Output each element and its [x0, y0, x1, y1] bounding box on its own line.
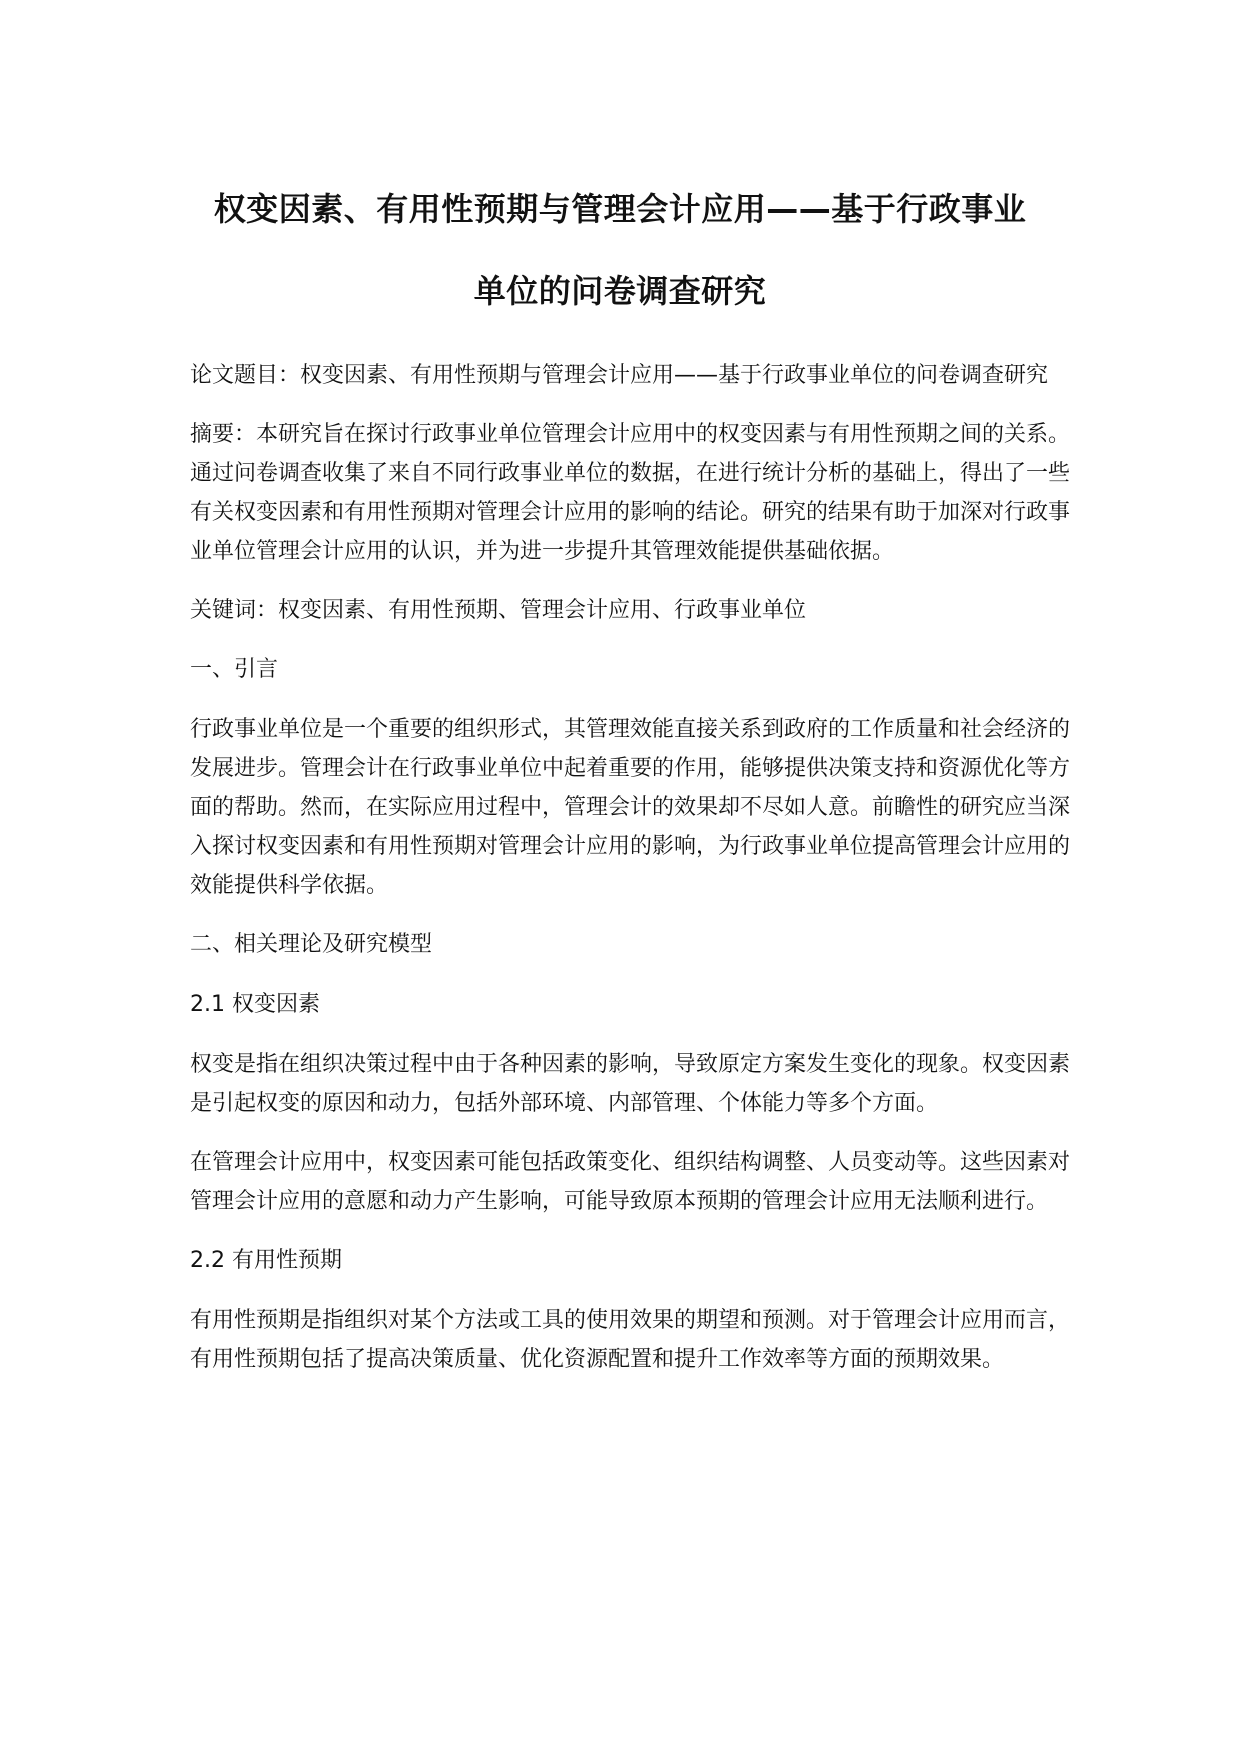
- document-title: [150, 168, 1090, 332]
- subsection-heading-2-1: 2.1 权变因素: [190, 992, 320, 1017]
- paragraph-2-1-a: 权变是指在组织决策过程中由于各种因素的影响，导致原定方案发生变化的现象。权变因素是引起权变的原因和动力，包括外部环境、内部管理、个体能力等多个方面。: [190, 1052, 1071, 1116]
- paragraph-2-2: 有用性预期是指组织对某个方法或工具的使用效果的期望和预测。对于管理会计应用而言，有用性预期包括了提高决策质量、优化资源配置和提升工作效率等方面的预期效果。: [190, 1308, 1071, 1372]
- document-body: [190, 356, 1085, 1399]
- section-heading-theory: 二、相关理论及研究模型: [190, 932, 433, 957]
- abstract-paragraph: 摘要：本研究旨在探讨行政事业单位管理会计应用中的权变因素与有用性预期之间的关系。通过问卷调查收集了来自不同行政事业单位的数据，在进行统计分析的基础上，得出了一些有关权变因素和有用性预期对管理会计应用的影响的结论。研究的结果有助于加深对行政事业单位管理会计应用的认识，并为进一步提升其管理效能提供基础依据。: [190, 422, 1071, 564]
- keywords-paragraph: 关键词：权变因素、有用性预期、管理会计应用、行政事业单位: [190, 598, 807, 623]
- paragraph-2-1-b: 在管理会计应用中，权变因素可能包括政策变化、组织结构调整、人员变动等。这些因素对管理会计应用的意愿和动力产生影响，可能导致原本预期的管理会计应用无法顺利进行。: [190, 1150, 1071, 1214]
- paper-title-paragraph: 论文题目：权变因素、有用性预期与管理会计应用——基于行政事业单位的问卷调查研究: [190, 363, 1049, 388]
- subsection-heading-2-2: 2.2 有用性预期: [190, 1248, 342, 1273]
- title-line-2: 单位的问卷调查研究: [473, 272, 767, 310]
- introduction-paragraph: 行政事业单位是一个重要的组织形式，其管理效能直接关系到政府的工作质量和社会经济的发展进步。管理会计在行政事业单位中起着重要的作用，能够提供决策支持和资源优化等方面的帮助。然而，在实际应用过程中，管理会计的效果却不尽如人意。前瞻性的研究应当深入探讨权变因素和有用性预期对管理会计应用的影响，为行政事业单位提高管理会计应用的效能提供科学依据。: [190, 717, 1071, 898]
- section-heading-introduction: 一、引言: [190, 657, 279, 682]
- title-line-1: 权变因素、有用性预期与管理会计应用——基于行政事业: [213, 190, 1027, 228]
